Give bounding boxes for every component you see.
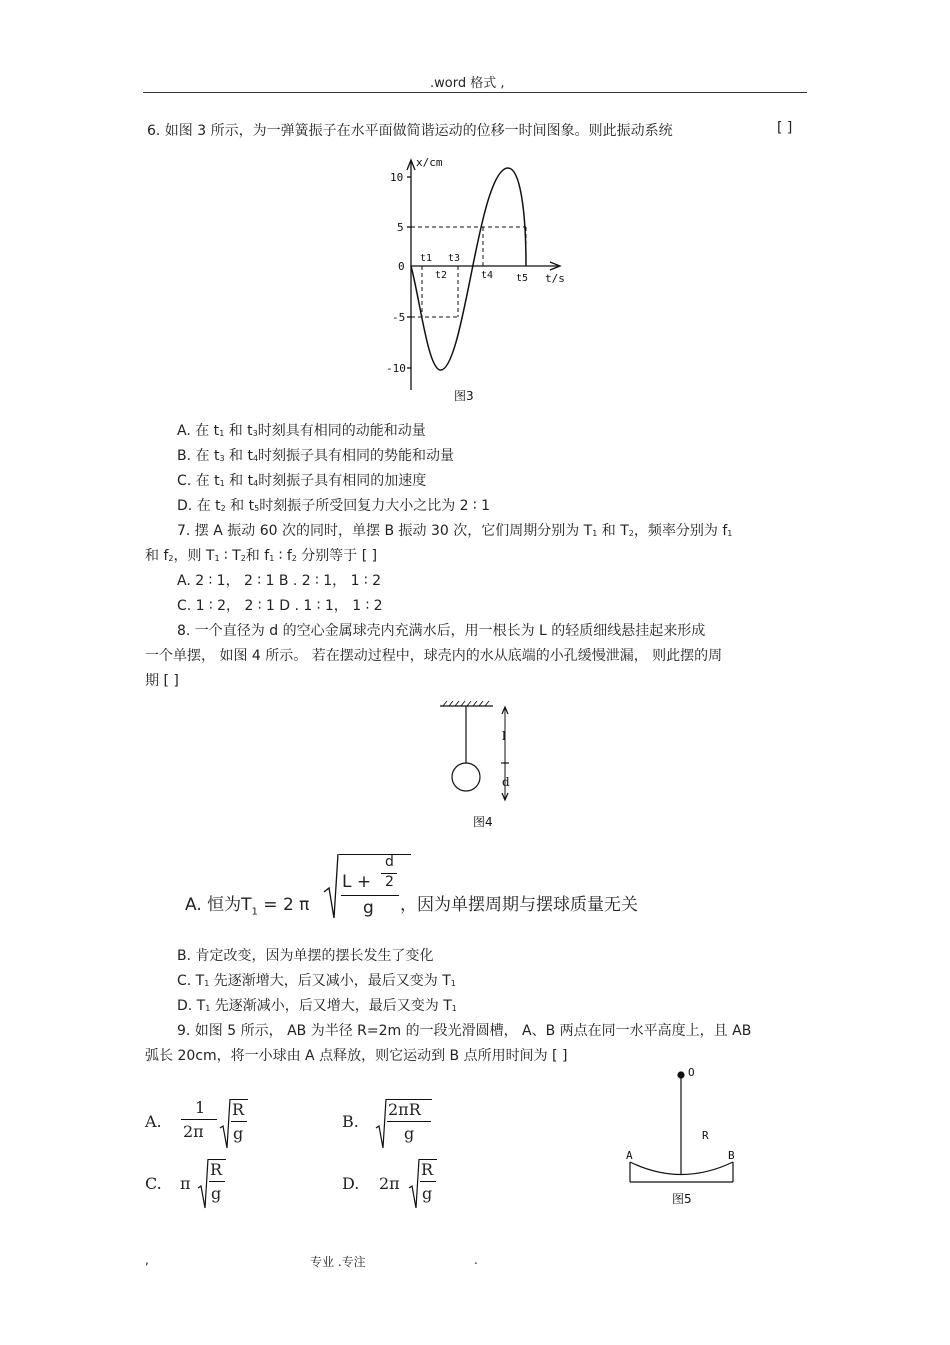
t5-label: t5 — [516, 273, 529, 284]
q6-option-b: B. 在 $t_3$ 和 $t_4$时刻振子具有相同的势能和动量 — [177, 448, 455, 464]
q6-bracket: [ ] — [777, 120, 793, 136]
q9-option-a: A. 1 2π R g — [145, 1098, 265, 1154]
q7-options-ab: A. 2 ∶ 1， 2 ∶ 1 B . 2 ∶ 1， 1 ∶ 2 — [177, 573, 381, 589]
figure-5-caption: 图5 — [672, 1192, 692, 1206]
figure-5-circular-groove — [620, 1062, 750, 1212]
length-l-label: l — [502, 729, 506, 743]
q9-option-b: B. 2πR g — [342, 1098, 462, 1154]
label-a: A — [626, 1149, 633, 1162]
q8-option-d: D. $T_1$ 先逐渐减小，后又增大，最后又变为 $T_1$ — [177, 998, 457, 1014]
radical-sign — [323, 852, 339, 922]
q9-line-2: 弧长 20cm，将一小球由 A 点释放，则它运动到 B 点所用时间为 [ ] — [145, 1048, 568, 1064]
q9-option-d: D. 2π R g — [342, 1158, 462, 1214]
figure-3-caption: 图3 — [454, 389, 474, 403]
label-r: R — [702, 1129, 709, 1142]
footer-right: . — [474, 1253, 478, 1267]
q8-line-2: 一个单摆， 如图 4 所示。 若在摆动过程中，球壳内的水从底端的小孔缓慢泄漏， 则此摆的周 — [145, 648, 723, 664]
y-axis-label: x/cm — [416, 156, 443, 169]
q7-line-2: 和 $f_2$，则 $T_1$ ∶ $T_2$和 $f_1$ ∶ $f_2$ 分别等于 [ ] — [145, 548, 378, 564]
y-tick-minus10: -10 — [386, 362, 406, 375]
y-tick-5: 5 — [397, 221, 404, 234]
q6-option-d: D. 在 $t_2$ 和 $t_5$时刻振子所受回复力大小之比为 2 ∶ 1 — [177, 498, 491, 514]
q8-option-c: C. $T_1$ 先逐渐增大，后又减小，最后又变为 $T_1$ — [177, 973, 456, 989]
diameter-d-label: d — [502, 775, 510, 789]
page-header: .word 格式 , — [430, 76, 505, 91]
q8-option-a: A. 恒为$T_1 = 2$ π L + d 2 g ，因为单摆周期与摆球质量无关 — [185, 852, 665, 922]
label-b: B — [728, 1149, 735, 1162]
figure-4-caption: 图4 — [473, 815, 493, 829]
footer-center: 专业 .专注 — [310, 1255, 366, 1269]
header-divider — [143, 92, 807, 93]
q9-line-1: 9. 如图 5 所示， AB 为半径 R=2m 的一段光滑圆槽， A、B 两点在同一水平高度上，且 AB — [177, 1023, 752, 1039]
q7-options-cd: C. 1 ∶ 2， 2 ∶ 1 D . 1 ∶ 1， 1 ∶ 2 — [177, 598, 383, 614]
y-tick-0: 0 — [398, 260, 405, 273]
footer-left: , — [145, 1253, 149, 1267]
t3-label: t3 — [448, 253, 461, 264]
t4-label: t4 — [481, 270, 494, 281]
q8-option-b: B. 肯定改变，因为单摆的摆长发生了变化 — [177, 948, 434, 964]
q6-stem: 6. 如图 3 所示，为一弹簧振子在水平面做简谐运动的位移一时间图象。则此振动系统 — [147, 123, 673, 139]
x-axis-label: t/s — [545, 272, 565, 285]
figure-3-displacement-time-graph — [380, 150, 580, 405]
q9-option-c: C. π R g — [145, 1158, 265, 1214]
t2-label: t2 — [435, 270, 448, 281]
displacement-curve — [411, 168, 529, 370]
y-tick-minus5: -5 — [392, 311, 406, 324]
q6-option-a: A. 在 $t_1$ 和 $t_3$时刻具有相同的动能和动量 — [177, 423, 426, 439]
q8-line-1: 8. 一个直径为 d 的空心金属球壳内充满水后，用一根长为 L 的轻质细线悬挂起来形成 — [177, 623, 706, 639]
t1-label: t1 — [420, 253, 433, 264]
label-o: O — [688, 1066, 695, 1079]
figure-4-pendulum — [435, 700, 525, 835]
q6-option-c: C. 在 $t_1$ 和 $t_4$时刻振子具有相同的加速度 — [177, 473, 427, 489]
y-tick-10: 10 — [390, 171, 404, 184]
pendulum-bob — [452, 763, 480, 791]
q7-line-1: 7. 摆 A 振动 60 次的同时，单摆 B 振动 30 次，它们周期分别为 $T_1$ 和 $T_2$，频率分别为 $f_1$ — [177, 523, 733, 539]
q8-line-3: 期 [ ] — [145, 673, 179, 689]
